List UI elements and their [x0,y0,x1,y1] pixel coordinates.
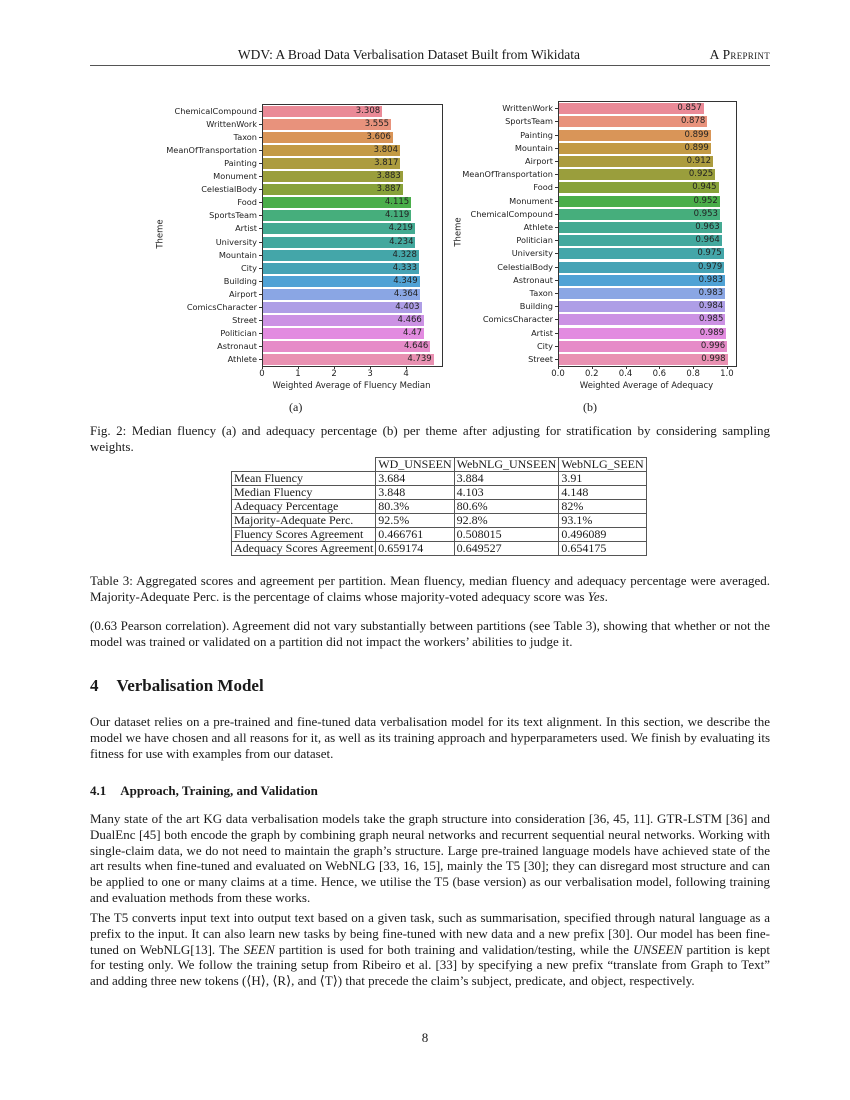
category-label: Airport [228,288,257,299]
adequacy-bar-chart [440,100,750,400]
bar [559,235,722,246]
table-cell: 0.659174 [376,542,454,556]
bar [263,354,434,365]
row-label: Fluency Scores Agreement [232,528,376,542]
y-tick [555,214,558,215]
bar [559,341,727,352]
category-label: University [511,248,553,259]
category-label: Mountain [514,142,553,153]
y-tick [555,161,558,162]
x-tick-label: 0 [259,369,265,379]
bar-value-label: 3.817 [374,158,399,169]
category-label: Artist [235,223,257,234]
bar-value-label: 0.945 [692,182,717,193]
bar-value-label: 3.606 [366,132,391,143]
y-tick [259,228,262,229]
category-label: Painting [520,129,553,140]
bar-value-label: 4.646 [403,340,429,351]
x-tick-label: 0.0 [551,369,565,379]
table-row [232,542,647,556]
table-cell: 92.5% [376,514,454,528]
y-tick [555,306,558,307]
y-tick [555,253,558,254]
category-label: Street [232,314,257,325]
bar-value-label: 0.985 [699,314,724,325]
row-label: Adequacy Percentage [232,500,376,514]
bar [263,119,391,130]
bar-value-label: 0.878 [680,116,706,127]
y-tick [555,108,558,109]
y-tick [555,187,558,188]
bar [559,248,724,259]
category-label: Artist [531,327,553,338]
category-label: Food [533,182,553,193]
table-cell: 80.3% [376,500,454,514]
table-caption [90,573,770,605]
bar [263,223,415,234]
para-text: partition is kept for testing only. We follow the training setup from Ribeiro et al. [33] by specifying a new prefix “translate from Graph to Text” and adding three new tokens (⟨H⟩, ⟨R⟩, and ⟨T⟩) that precede the claim’s subject, predicate, and object, respectively. [90,941,770,989]
page-number: 8 [421,1030,429,1045]
category-label: ComicsCharacter [482,314,553,325]
bar-value-label: 4.234 [389,236,414,247]
table-3 [231,457,647,556]
bar-value-label: 0.925 [688,169,714,180]
category-label: Astronaut [217,340,257,351]
bar [559,262,724,273]
category-label: Politician [220,327,257,338]
bar [263,132,393,143]
bar-value-label: 4.333 [392,262,418,273]
category-label: City [240,262,257,273]
para-italic-seen: SEEN [243,941,275,957]
bar [263,328,424,339]
table-cell: 3.848 [376,486,454,500]
subcaption-a: (a) [289,400,303,414]
plot-area [262,104,443,367]
bar-value-label: 4.219 [388,223,413,234]
bar-value-label: 4.328 [392,249,417,260]
bar [263,315,424,326]
y-tick [555,333,558,334]
y-axis-label: Theme [453,217,464,247]
bar-value-label: 0.998 [701,353,726,364]
bar-value-label: 3.804 [373,145,398,156]
bar-value-label: 0.996 [700,340,726,351]
bar [559,354,728,365]
bar-value-label: 0.899 [684,129,709,140]
y-tick [555,359,558,360]
x-tick-label: 1 [295,369,301,379]
table-cell: 0.466761 [376,528,454,542]
table-cell: 3.884 [454,472,559,486]
section-number: 4 [90,676,99,695]
subsection-title: Approach, Training, and Validation [120,783,318,798]
running-header [90,47,770,66]
bar-value-label: 4.739 [407,353,432,364]
category-label: WrittenWork [502,103,553,114]
paragraph-agreement: (0.63 Pearson correlation). Agreement did not vary substantially between partitions (see Table 3), showing that whether or not the model was trained or validated on a partition did not impact the workers’ abilities to judge it. [90,618,770,649]
bar [559,143,711,154]
bar-value-label: 3.883 [376,171,401,182]
table-cell: 82% [559,500,646,514]
bar [263,158,400,169]
bar [559,288,725,299]
table-cell: 4.103 [454,486,559,500]
category-label: Astronaut [513,274,553,285]
column-header: WD_UNSEEN [376,458,454,472]
table-caption-text: Table 3: Aggregated scores and agreement per partition. Mean fluency, median fluency and adequacy percentage were averaged. Majority-Adequate Perc. is the percentage of claims whose majority-voted adequacy score was [90,573,770,604]
y-tick [259,215,262,216]
bar [559,328,726,339]
y-tick [555,280,558,281]
table-row [232,472,647,486]
category-label: Athlete [227,353,257,364]
para-text: The T5 converts input text into output text based on a given task, such as summarisation, specified through natural language as a prefix to the input. It can also learn new tasks by being fine-tuned with new data and a new prefix [30]. Our model has been fine-tuned on WebNLG[13]. The [90,910,770,957]
category-label: Painting [224,158,257,169]
table-header-row [232,458,647,472]
fluency-bar-chart [150,100,450,400]
bar [559,275,725,286]
category-label: Monument [213,171,257,182]
row-label: Mean Fluency [232,472,376,486]
y-tick [259,202,262,203]
bar-value-label: 0.952 [693,195,718,206]
category-label: SportsTeam [209,210,257,221]
subsection-heading-4-1 [90,783,318,799]
y-tick [555,227,558,228]
y-tick [555,240,558,241]
y-tick [555,293,558,294]
row-label: Majority-Adequate Perc. [232,514,376,528]
category-label: Athlete [523,221,553,232]
y-tick [259,320,262,321]
y-tick [259,242,262,243]
bar-value-label: 0.989 [699,327,725,338]
bar [263,197,411,208]
subsection-number: 4.1 [90,783,107,798]
table-corner [232,458,376,472]
table-cell: 93.1% [559,514,646,528]
y-tick [259,255,262,256]
section-title: Verbalisation Model [116,676,264,695]
bar-value-label: 3.555 [364,119,390,130]
bar-value-label: 4.115 [384,197,410,208]
category-label: City [536,340,553,351]
bar [559,103,704,114]
bar-value-label: 4.47 [403,327,422,338]
paragraph-models: Many state of the art KG data verbalisation models take the graph structure into consideration [36, 45, 11]. GTR-LSTM [36] and DualEnc [45] both encode the graph by combining graph neural networks and recurrent sequential neural networks. Working with single-claim data, we do not need to maintain the graph’s structure. Large pre-trained language models have achieved state of the art results when fine-tuned and evaluated on WebNLG [33, 16, 15], mainly the T5 [30]; they can disregard most structure and can be applied to one or many claims at a time. Hence, we utilise the T5 (base version) as our verbalisation model, following training and evaluation methods from these works. [90,811,770,905]
bar-value-label: 0.983 [698,287,724,298]
y-tick [259,124,262,125]
table-cell: 3.684 [376,472,454,486]
table-cell: 0.649527 [454,542,559,556]
bar [559,156,713,167]
category-label: Airport [524,155,553,166]
bar [263,289,420,300]
table-caption-end: . [604,589,608,604]
bar-value-label: 0.964 [695,235,720,246]
bar-value-label: 0.857 [677,103,702,114]
x-tick-label: 3 [367,369,373,379]
bar [263,171,403,182]
bar [263,210,411,221]
para-text: partition is used for both training and validation/testing, while the [274,941,634,957]
header-title: WDV: A Broad Data Verbalisation Dataset Built from Wikidata [237,47,580,62]
x-tick-label: 0.2 [585,369,599,379]
bar-value-label: 0.984 [698,301,724,312]
bar [263,106,382,117]
bar-value-label: 0.979 [698,261,723,272]
bar [559,314,725,325]
bar [559,130,711,141]
bar [263,263,419,274]
bar [263,145,400,156]
y-tick [555,135,558,136]
bar-value-label: 0.953 [693,208,718,219]
category-label: Street [528,353,553,364]
bar [263,237,415,248]
y-tick [259,281,262,282]
table-row [232,528,647,542]
bar [559,222,722,233]
plot-area [558,101,737,367]
x-axis-label: Weighted Average of Adequacy [579,381,714,391]
bar [559,196,720,207]
category-label: ComicsCharacter [186,301,257,312]
x-tick-label: 0.4 [618,369,633,379]
column-header: WebNLG_UNSEEN [454,458,559,472]
y-tick [259,268,262,269]
category-label: ChemicalCompound [470,208,553,219]
bar-value-label: 0.912 [686,155,712,166]
category-label: ChemicalCompound [174,106,257,117]
category-label: Politician [516,235,553,246]
table-cell: 3.91 [559,472,646,486]
table-cell: 4.148 [559,486,646,500]
bar [263,184,403,195]
y-tick [555,267,558,268]
category-label: Food [237,197,257,208]
row-label: Adequacy Scores Agreement [232,542,376,556]
category-label: MeanOfTransportation [462,169,553,180]
y-tick [259,176,262,177]
bar-value-label: 4.466 [397,314,422,325]
x-tick-label: 1.0 [720,369,734,379]
category-label: CelestialBody [201,184,257,195]
section-heading-4 [90,676,264,696]
category-label: Taxon [529,287,553,298]
y-tick [259,294,262,295]
y-tick [259,307,262,308]
y-tick [259,359,262,360]
y-tick [555,201,558,202]
category-label: CelestialBody [497,261,553,272]
bar-value-label: 0.983 [698,274,724,285]
paragraph-section4: Our dataset relies on a pre-trained and fine-tuned data verbalisation model for its text alignment. In this section, we describe the model we have chosen and all reasons for it, as well as its training approach and hyperparameters used. We finish by evaluating its fitness for use with examples from our dataset. [90,714,770,761]
category-label: Mountain [218,249,257,260]
category-label: Monument [509,195,553,206]
y-tick [259,150,262,151]
table-row [232,514,647,528]
bar-value-label: 3.887 [376,184,401,195]
bar [559,182,719,193]
table-caption-italic: Yes [587,589,605,604]
category-label: Taxon [233,132,257,143]
bar [263,341,430,352]
subcaption-b: (b) [583,400,597,414]
table-cell: 0.654175 [559,542,646,556]
y-tick [259,189,262,190]
category-label: Building [223,275,257,286]
header-preprint-label: A Preprint [709,47,770,62]
table-cell: 0.496089 [559,528,646,542]
table-cell: 92.8% [454,514,559,528]
para-italic-unseen: UNSEEN [633,941,683,957]
y-tick [555,174,558,175]
y-tick [555,148,558,149]
bar-value-label: 0.975 [697,248,722,259]
x-tick-label: 2 [331,369,337,379]
y-tick [259,346,262,347]
bar [559,169,715,180]
row-label: Median Fluency [232,486,376,500]
y-tick [259,163,262,164]
bar-value-label: 0.963 [695,221,720,232]
bar [263,302,422,313]
x-tick-label: 0.6 [652,369,667,379]
y-tick [259,333,262,334]
category-label: Building [519,301,553,312]
table-row [232,500,647,514]
paragraph-t5 [90,910,770,989]
figure-caption: Fig. 2: Median fluency (a) and adequacy percentage (b) per theme after adjusting for stratification by considering sampling weights. [90,423,770,454]
bar [263,276,420,287]
y-tick [555,121,558,122]
bar-value-label: 3.308 [355,106,381,117]
y-tick [555,319,558,320]
column-header: WebNLG_SEEN [559,458,646,472]
bar [559,209,720,220]
category-label: MeanOfTransportation [166,145,257,156]
bar-value-label: 4.349 [393,275,418,286]
y-tick [259,111,262,112]
y-tick [555,346,558,347]
bar-value-label: 0.899 [684,142,709,153]
category-label: SportsTeam [505,116,553,127]
x-axis-label: Weighted Average of Fluency Median [272,381,431,391]
bar-value-label: 4.364 [393,288,419,299]
table-row [232,486,647,500]
y-tick [259,137,262,138]
bar [559,116,707,127]
table-cell: 0.508015 [454,528,559,542]
table-cell: 80.6% [454,500,559,514]
bar [263,250,419,261]
bar-value-label: 4.119 [385,210,410,221]
x-tick-label: 0.8 [686,369,700,379]
category-label: WrittenWork [206,119,257,130]
category-label: University [215,236,257,247]
bar [559,301,725,312]
x-tick-label: 4 [403,369,409,379]
bar-value-label: 4.403 [395,301,420,312]
y-axis-label: Theme [155,218,166,249]
